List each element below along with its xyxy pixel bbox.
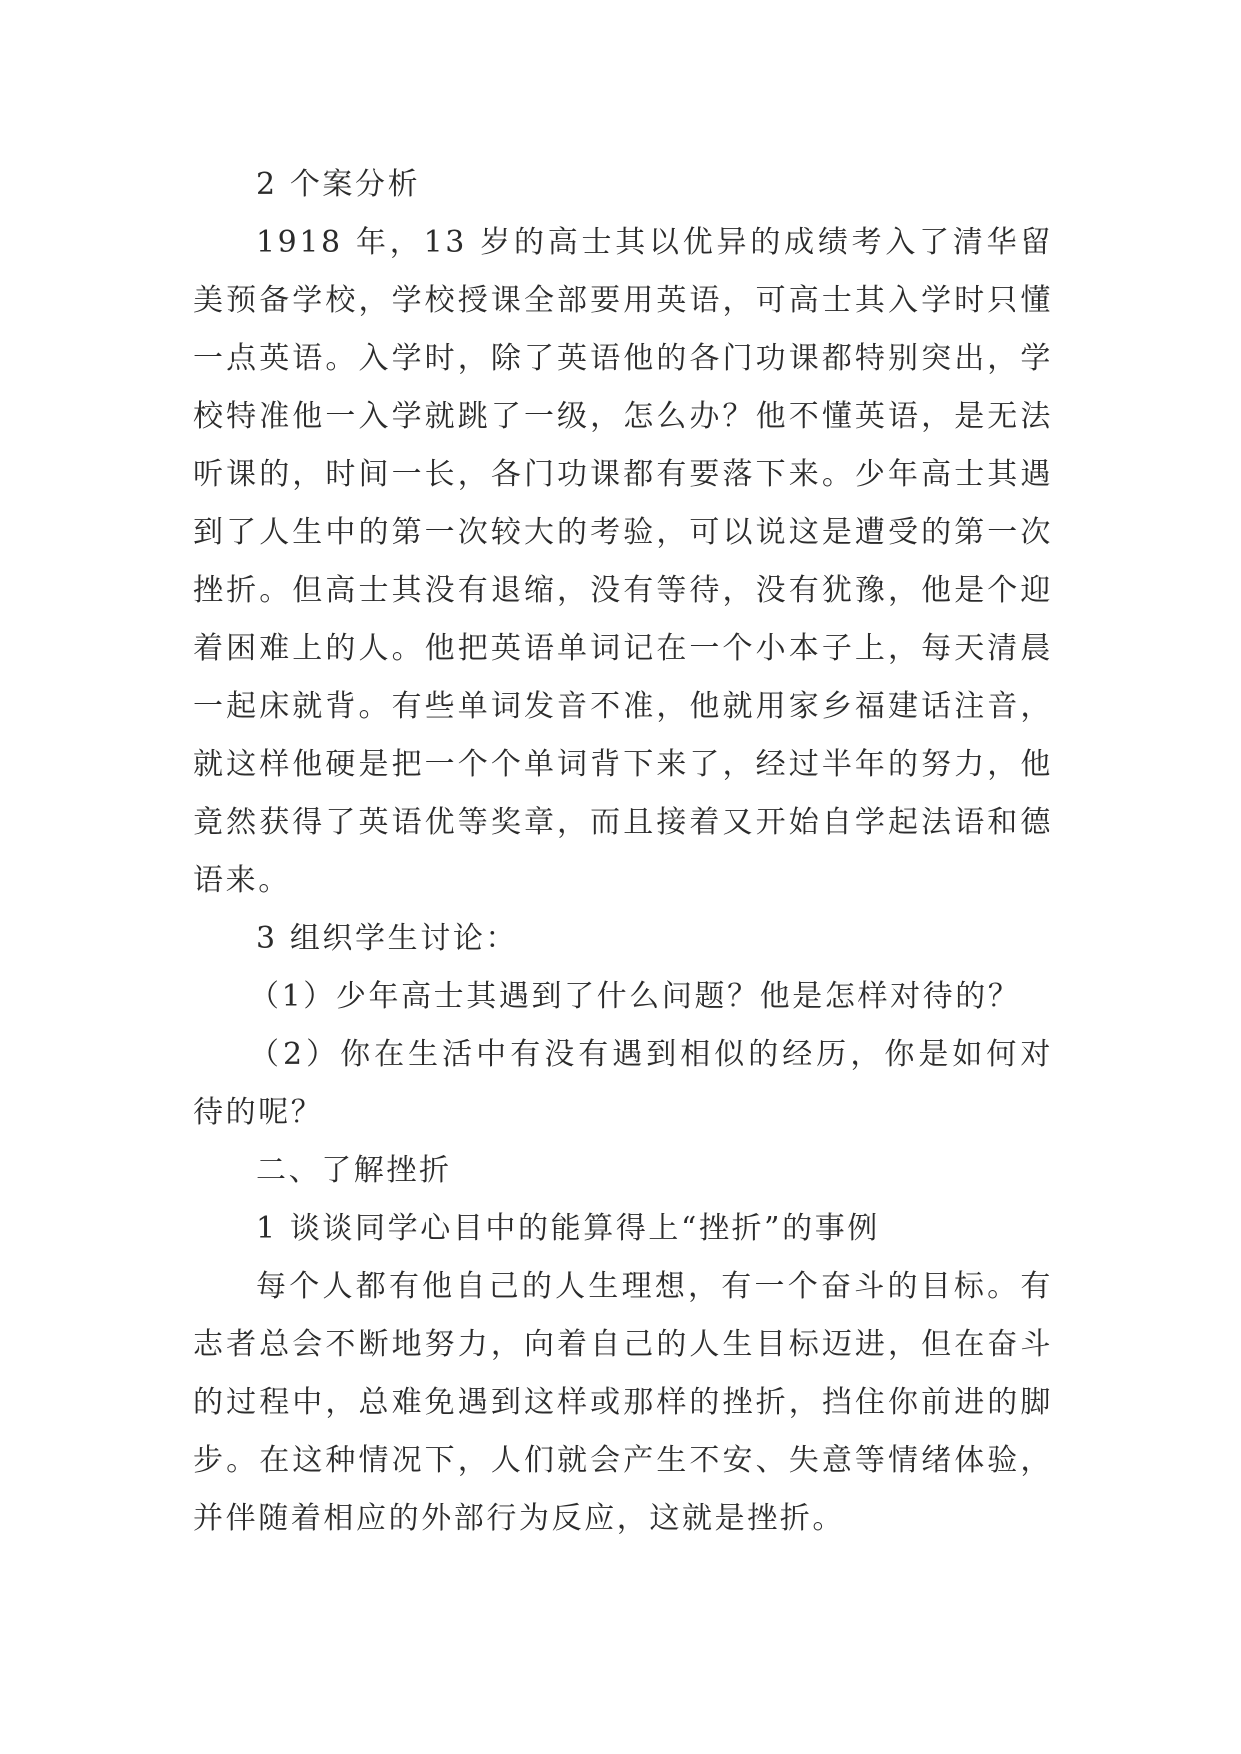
discussion-question-2: （2）你在生活中有没有遇到相似的经历，你是如何对待的呢？ [193,1037,1053,1130]
section-heading-understand-frustration: 二、了解挫折 [256,1153,452,1188]
discussion-question-1: （1）少年高士其遇到了什么问题？他是怎样对待的？ [249,979,1021,1014]
case-story-paragraph: 1918 年，13 岁的高士其以优异的成绩考入了清华留美预备学校，学校授课全部要用英语，可高士其入学时只懂一点英语。入学时，除了英语他的各门功课都特别突出，学校特准他一入学就跳了一级，怎么办？他不懂英语，是无法听课的，时间一长，各门功课都有要落下来。少年高士其遇到了人生中的第一次较大的考验，可以说这是遭受的第一次挫折。但高士其没有退缩，没有等待，没有犹豫，他是个迎着困难上的人。他把英语单词记在一个小本子上，每天清晨一起床就背。有些单词发音不准，他就用家乡福建话注音，就这样他硬是把一个个单词背下来了，经过半年的努力，他竟然获得了英语优等奖章，而且接着又开始自学起法语和德语来。 [193,225,1053,898]
frustration-definition-paragraph: 每个人都有他自己的人生理想，有一个奋斗的目标。有志者总会不断地努力，向着自己的人生目标迈进，但在奋斗的过程中，总难免遇到这样或那样的挫折，挡住你前进的脚步。在这种情况下，人们就会产生不安、失意等情绪体验，并伴随着相应的外部行为反应，这就是挫折。 [193,1269,1053,1536]
document-body [193,156,1053,1548]
section-heading-discussion: 3 组织学生讨论： [256,921,519,956]
subsection-heading-examples: 1 谈谈同学心目中的能算得上“挫折”的事例 [256,1211,880,1246]
section-heading-case-analysis: 2 个案分析 [256,167,421,202]
